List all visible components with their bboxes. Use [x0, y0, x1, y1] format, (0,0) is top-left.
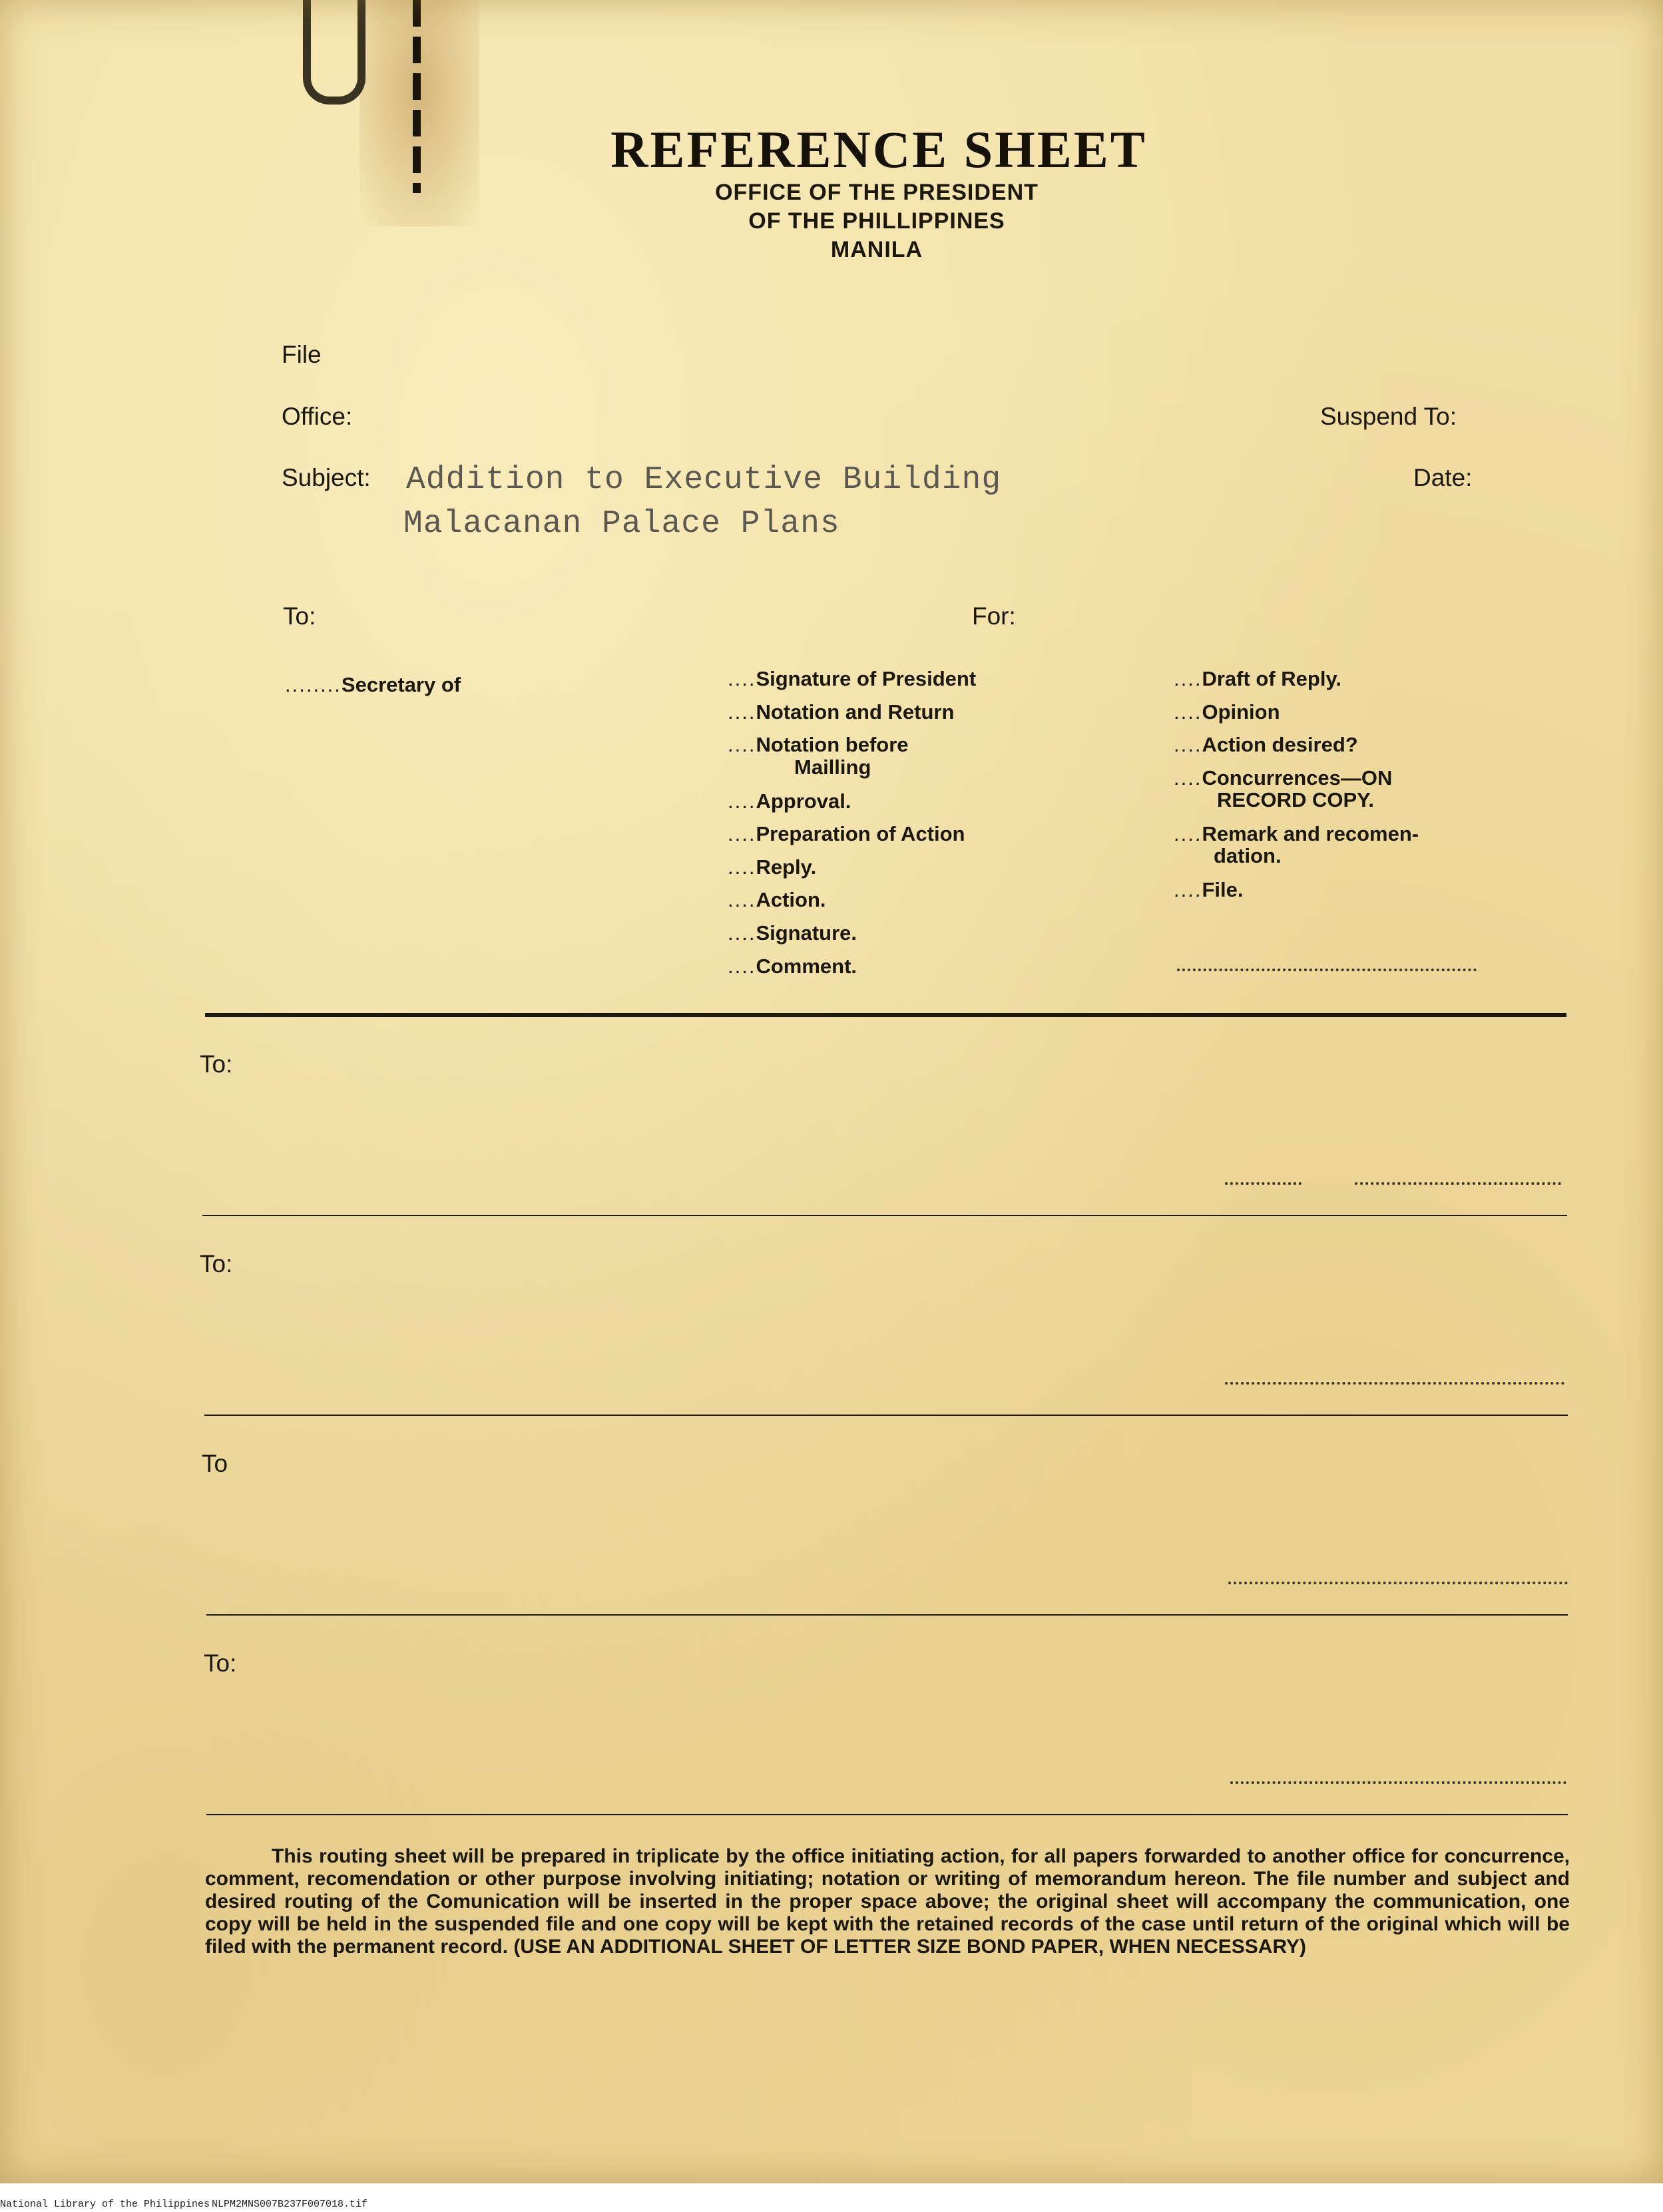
file-label: File — [282, 341, 322, 368]
option-concurrences: ....Concurrences—ON — [1174, 766, 1393, 789]
office-line-2: OF THE PHILLIPPINES — [748, 208, 1005, 234]
option-notation-before-cont: Mailling — [794, 756, 871, 779]
footer-source: National Library of the Philippines — [0, 2199, 210, 2210]
option-remark-and-recomendation: ....Remark and recomen- — [1174, 822, 1419, 845]
option-file: ....File. — [1174, 878, 1244, 901]
subject-value-line-2: Malacanan Palace Plans — [403, 506, 840, 542]
routing-initial-blank-1 — [1225, 1182, 1302, 1185]
option-notation-and-return: ....Notation and Return — [728, 700, 955, 724]
routing-date-blank-1 — [1355, 1182, 1561, 1185]
routing-blank-4 — [1230, 1781, 1566, 1784]
subject-value-line-1: Addition to Executive Building — [406, 462, 1002, 498]
subject-label: Subject: — [282, 464, 371, 491]
section-divider — [205, 1013, 1566, 1017]
option-opinion: ....Opinion — [1174, 700, 1280, 724]
routing-rule-2 — [204, 1415, 1568, 1416]
routing-to-label-1: To: — [200, 1050, 233, 1078]
option-approval: ....Approval. — [728, 789, 851, 813]
office-line-1: OFFICE OF THE PRESIDENT — [715, 180, 1039, 205]
routing-to-label-4: To: — [204, 1650, 237, 1677]
to-label: To: — [283, 602, 316, 630]
clip-mark — [303, 0, 365, 105]
option-reply: ....Reply. — [728, 855, 817, 879]
option-signature: ....Signature. — [728, 921, 857, 945]
date-label: Date: — [1413, 464, 1473, 491]
routing-rule-3 — [206, 1614, 1568, 1616]
option-remark-cont: dation. — [1214, 844, 1282, 867]
option-concurrences-cont: RECORD COPY. — [1217, 788, 1374, 811]
routing-rule-4 — [206, 1814, 1568, 1815]
option-preparation-of-action: ....Preparation of Action — [728, 822, 965, 845]
routing-to-label-3: To — [202, 1450, 228, 1477]
option-draft-of-reply: ....Draft of Reply. — [1174, 667, 1342, 690]
option-action: ....Action. — [728, 888, 826, 911]
routing-instructions: This routing sheet will be prepared in triplicate by the office initiating action, for all papers forwarded to another office for concurrence, comment, recomendation or other purpose involving initiating; notation or writing of memorandum hereon. The file number and subject and desired routing of the Comunication will be inserted in the proper space above; the original sheet will accompany the communication, one copy will be held in the suspended file and one copy will be kept with the retained records of the case until return of the original which will be filed with the permanent record. (USE AN ADDITIONAL SHEET OF LETTER SIZE BOND PAPER, WHEN NECESSARY) — [205, 1845, 1570, 1958]
option-signature-of-president: ....Signature of President — [728, 667, 977, 690]
for-label: For: — [972, 602, 1016, 630]
option-action-desired: ....Action desired? — [1174, 733, 1358, 756]
routing-rule-1 — [202, 1215, 1567, 1216]
other-option-blank — [1177, 969, 1477, 971]
footer-filename: NLPM2MNS007B237F007018.tif — [212, 2199, 368, 2210]
office-line-3: MANILA — [830, 237, 923, 262]
option-comment: ....Comment. — [728, 955, 857, 978]
routing-to-label-2: To: — [200, 1250, 233, 1277]
secretary-of-option — [285, 674, 461, 696]
option-dots: ........ — [285, 673, 342, 696]
routing-blank-2 — [1225, 1382, 1564, 1385]
page-title: REFERENCE SHEET — [610, 120, 1147, 178]
secretary-of-label: Secretary of — [341, 673, 461, 696]
suspend-to-label: Suspend To: — [1320, 403, 1457, 430]
option-notation-before: ....Notation before — [728, 733, 909, 756]
routing-blank-3 — [1228, 1582, 1568, 1584]
office-label: Office: — [282, 403, 353, 430]
